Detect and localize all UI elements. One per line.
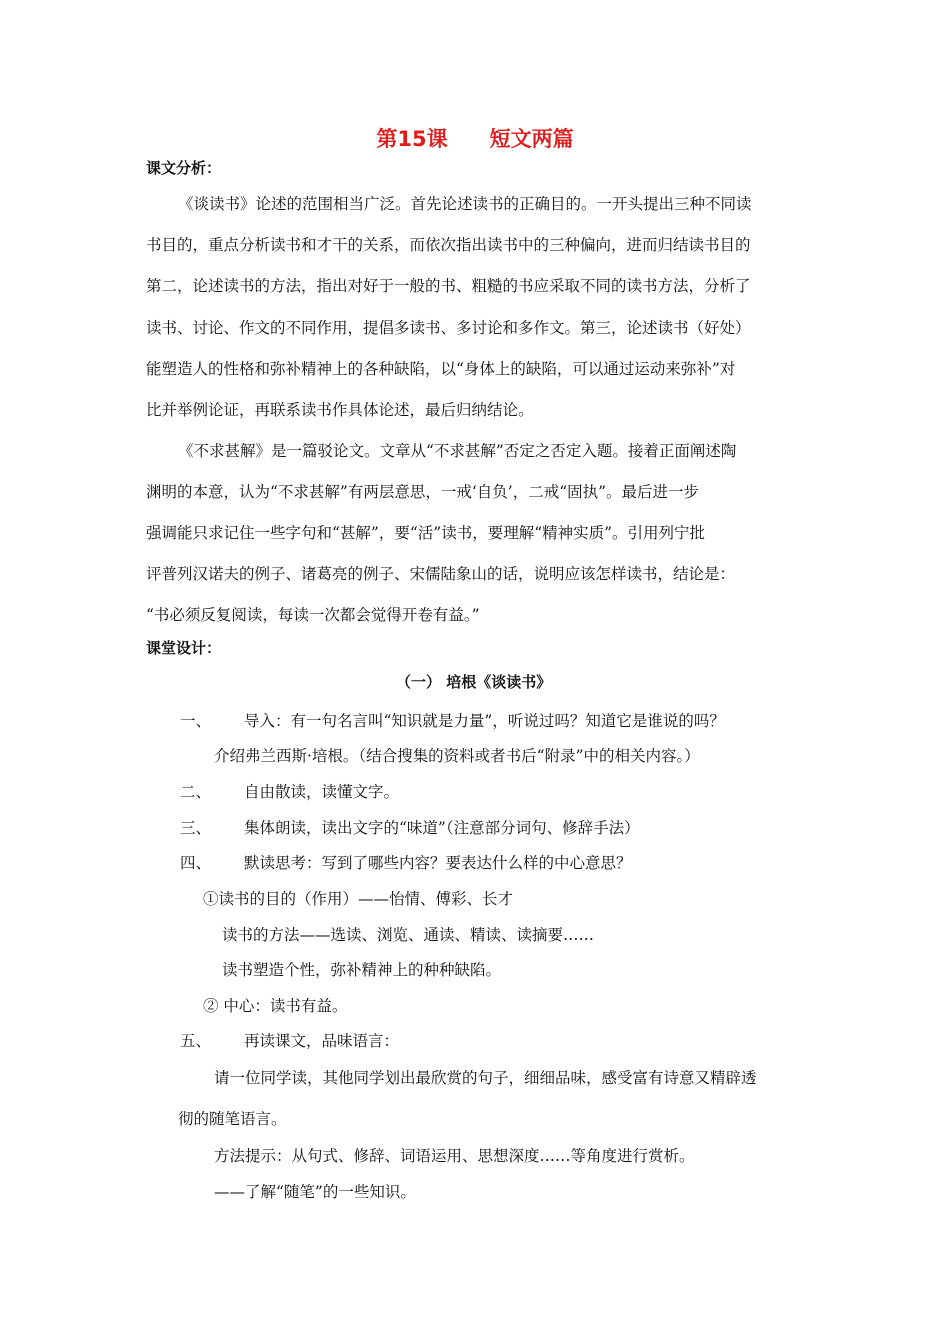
analysis-p2-line-2: 渊明的本意，认为“不求甚解”有两层意思，一戒‘自负’，二戒“固执”。最后进一步: [146, 483, 700, 501]
step-4-purpose: ①读书的目的（作用）——怡情、傅彩、长才: [203, 890, 514, 908]
step-5-para-line-2: 彻的随笔语言。: [178, 1110, 287, 1128]
step-4-number: 四、: [180, 854, 212, 872]
analysis-p1-line-4: 读书、讨论、作文的不同作用，提倡多读书、多讨论和多作文。第三，论述读书（好处）: [146, 319, 751, 337]
step-4-text: 默读思考：写到了哪些内容？要表达什么样的中心意思？: [244, 854, 632, 872]
step-5-number: 五、: [180, 1032, 212, 1050]
step-1: [180, 709, 725, 731]
analysis-p2-line-5: “书必须反复阅读，每读一次都会觉得开卷有益。”: [146, 606, 480, 624]
analysis-p1-line-3: 第二，论述读书的方法，指出对好于一般的书、粗糙的书应采取不同的读书方法，分析了: [146, 277, 751, 295]
analysis-p2-line-1: 《不求甚解》是一篇驳论文。文章从“不求甚解”否定之否定入题。接着正面阐述陶: [178, 442, 737, 460]
analysis-p2-line-4: 评普列汉诺夫的例子、诸葛亮的例子、宋儒陆象山的话，说明应该怎样读书，结论是：: [146, 565, 736, 583]
step-3-number: 三、: [180, 819, 212, 837]
analysis-p1-line-2: 书目的，重点分析读书和才干的关系，而依次指出读书中的三种偏向，进而归结读书目的: [146, 236, 751, 254]
analysis-p1-line-6: 比并举例论证，再联系读书作具体论述，最后归纳结论。: [146, 401, 534, 419]
step-2-number: 二、: [180, 783, 212, 801]
step-4-character: 读书塑造个性，弥补精神上的种种缺陷。: [222, 961, 502, 979]
step-3: [180, 816, 640, 838]
step-5-para-line-1: 请一位同学读，其他同学划出最欣赏的句子，细细品味，感受富有诗意又精辟透: [214, 1069, 757, 1087]
step-2-text: 自由散读，读懂文字。: [244, 783, 400, 801]
lesson-title: [0, 123, 950, 153]
step-5-text: 再读课文，品味语言：: [244, 1032, 400, 1050]
design-heading: 课堂设计：: [146, 639, 222, 657]
analysis-p1-line-5: 能塑造人的性格和弥补精神上的各种缺陷，以“身体上的缺陷，可以通过运动来弥补”对: [146, 360, 736, 378]
step-5-note: ——了解“随笔”的一些知识。: [214, 1183, 416, 1201]
lesson-name: 短文两篇: [489, 127, 574, 151]
part1-title: （一） 培根《谈读书》: [396, 673, 552, 691]
step-1-text: 导入：有一句名言叫“知识就是力量”，听说过吗？知道它是谁说的吗？: [244, 712, 725, 730]
step-5-hint: 方法提示：从句式、修辞、词语运用、思想深度……等角度进行赏析。: [214, 1147, 695, 1165]
step-4-method: 读书的方法——选读、浏览、通读、精读、读摘要……: [222, 926, 595, 944]
step-1-sub: 介绍弗兰西斯·培根。（结合搜集的资料或者书后“附录”中的相关内容。）: [214, 747, 700, 765]
step-2: [180, 780, 399, 802]
step-1-number: 一、: [180, 712, 212, 730]
step-5: [180, 1029, 399, 1051]
analysis-p1-line-1: 《谈读书》论述的范围相当广泛。首先论述读书的正确目的。一开头提出三种不同读: [178, 195, 752, 213]
lesson-number: 第15课: [376, 127, 448, 151]
step-3-text: 集体朗读，读出文字的“味道”（注意部分词句、修辞手法）: [244, 819, 640, 837]
step-4-center: ② 中心：读书有益。: [203, 997, 348, 1015]
analysis-heading: 课文分析：: [146, 159, 222, 177]
analysis-p2-line-3: 强调能只求记住一些字句和“甚解”，要“活”读书，要理解“精神实质”。引用列宁批: [146, 524, 706, 542]
step-4: [180, 851, 632, 873]
